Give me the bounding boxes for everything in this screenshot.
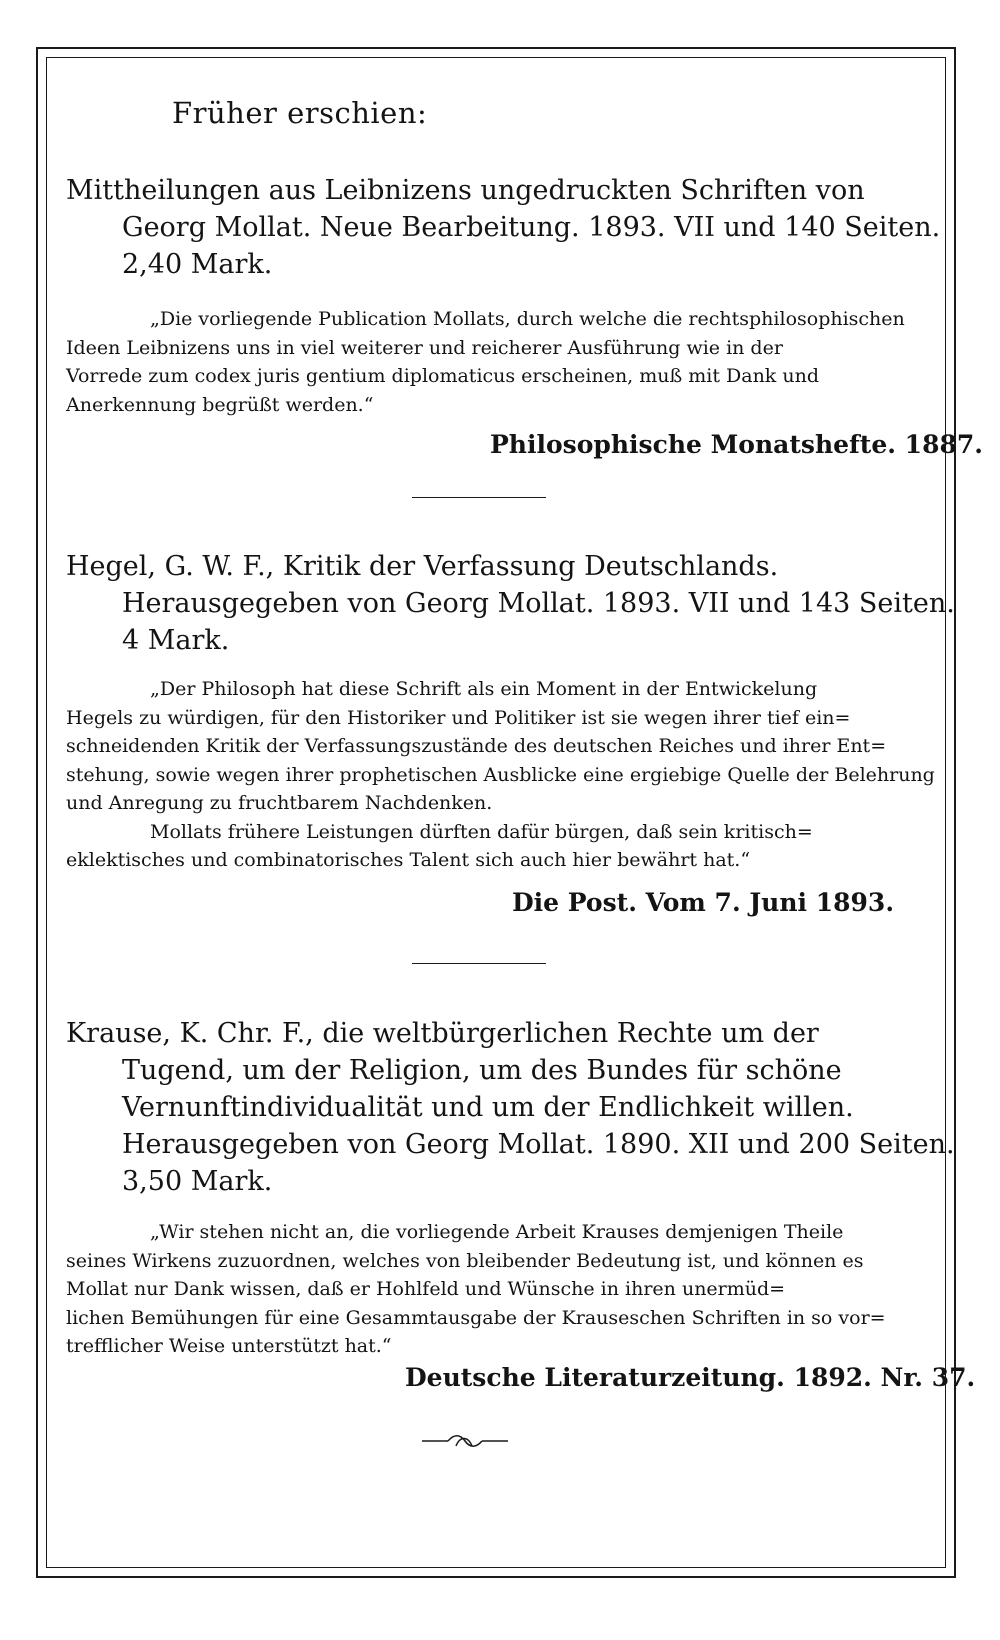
entry-2-title-line-2: Herausgegeben von Georg Mollat. 1893. VII und 143 Seiten.	[122, 588, 955, 619]
entry-1-title	[66, 172, 941, 283]
entry-1-title-line-1: Mittheilungen aus Leibnizens ungedruckten Schriften von	[66, 175, 865, 206]
entry-3-quote-line-3: Mollat nur Dank wissen, daß er Hohlfeld und Wünsche in ihren unermüd=	[66, 1278, 786, 1300]
entry-2-title	[66, 548, 955, 659]
entry-3-title-line-4: Herausgegeben von Georg Mollat. 1890. XII und 200 Seiten.	[122, 1129, 955, 1160]
entry-3-quote	[66, 1218, 896, 1361]
entry-3-source: Deutsche Literaturzeitung. 1892. Nr. 37.	[405, 1363, 976, 1392]
entry-1-quote-line-3: Vorrede zum codex juris gentium diplomaticus erscheinen, muß mit Dank und	[66, 365, 819, 387]
entry-1-title-line-2: Georg Mollat. Neue Bearbeitung. 1893. VII und 140 Seiten.	[122, 212, 941, 243]
entry-3-quote-line-1: „Wir stehen nicht an, die vorliegende Arbeit Krauses demjenigen Theile	[150, 1221, 844, 1243]
entry-1-quote	[66, 305, 905, 419]
entry-1-quote-line-2: Ideen Leibnizens uns in viel weiterer und reicherer Ausführung wie in der	[66, 336, 783, 359]
entry-3-title-line-3: Vernunftindividualität und um der Endlichkeit willen.	[122, 1092, 854, 1123]
entry-2-quote-line-1: „Der Philosoph hat diese Schrift als ein Moment in der Entwickelung	[150, 678, 818, 700]
divider-1	[412, 497, 546, 498]
entry-2-quote-line-4: stehung, sowie wegen ihrer prophetischen Ausblicke eine ergiebige Quelle der Belehrung	[66, 763, 935, 786]
entry-2-quote	[66, 675, 935, 875]
entry-3-quote-line-4: lichen Bemühungen für eine Gesammtausgabe der Krauseschen Schriften in so vor=	[66, 1306, 886, 1329]
entry-2-quote-line-3: schneidenden Kritik der Verfassungszustände des deutschen Reiches und ihrer Ent=	[66, 735, 887, 757]
entry-2-quote-line-7: eklektisches und combinatorisches Talent sich auch hier bewährt hat.“	[66, 849, 751, 871]
entry-1-source: Philosophische Monatshefte. 1887.	[490, 430, 983, 459]
divider-2	[412, 963, 546, 964]
entry-2-title-line-1: Hegel, G. W. F., Kritik der Verfassung Deutschlands.	[66, 551, 779, 582]
entry-2-quote-line-5: und Anregung zu fruchtbarem Nachdenken.	[66, 792, 493, 814]
entry-3-quote-line-5: trefflicher Weise unterstützt hat.“	[66, 1335, 392, 1357]
entry-3-title-line-2: Tugend, um der Religion, um des Bundes für schöne	[122, 1055, 842, 1086]
entry-2-title-line-3: 4 Mark.	[122, 625, 230, 656]
entry-1-quote-line-4: Anerkennung begrüßt werden.“	[66, 393, 374, 416]
entry-3-title	[66, 1015, 955, 1200]
entry-3-title-line-1: Krause, K. Chr. F., die weltbürgerlichen Rechte um der	[66, 1018, 819, 1049]
page-heading: Früher erschien:	[172, 96, 428, 130]
entry-2-quote-line-2: Hegels zu würdigen, für den Historiker und Politiker ist sie wegen ihrer tief ein=	[66, 706, 851, 729]
entry-2-source: Die Post. Vom 7. Juni 1893.	[512, 888, 895, 917]
entry-3-quote-line-2: seines Wirkens zuzuordnen, welches von bleibender Bedeutung ist, und können es	[66, 1249, 864, 1272]
entry-1-quote-line-1: „Die vorliegende Publication Mollats, durch welche die rechtsphilosophischen	[150, 308, 905, 330]
entry-2-quote-line-6: Mollats frühere Leistungen dürften dafür bürgen, daß sein kritisch=	[150, 820, 813, 843]
ornament-icon	[420, 1430, 510, 1452]
entry-1-title-line-3: 2,40 Mark.	[122, 249, 273, 280]
entry-3-title-line-5: 3,50 Mark.	[122, 1166, 273, 1197]
